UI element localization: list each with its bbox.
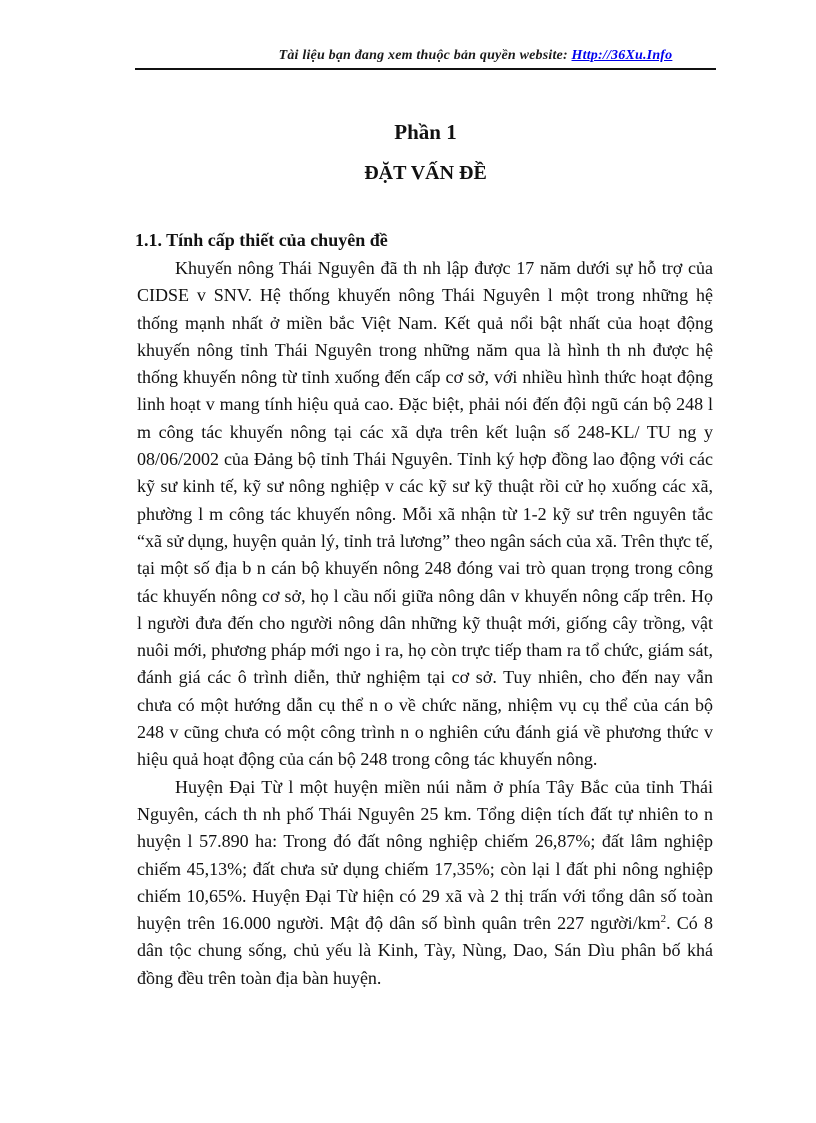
header-notice-text: Tài liệu bạn đang xem thuộc bản quyền website: bbox=[278, 48, 572, 63]
header-divider bbox=[135, 68, 716, 70]
superscript: 2 bbox=[660, 913, 667, 926]
paragraph: Khuyến nông Thái Nguyên đã th nh lập được 17 năm dưới sự hỗ trợ của CIDSE v SNV. Hệ thống khuyến nông Thái Nguyên l một trong những hệ thống mạnh nhất ở miền bắc Việt Nam. Kết quả nổi bật nhất của hoạt động khuyến nông tỉnh Thái Nguyên trong những năm qua là hình th nh được hệ thống khuyến nông từ tỉnh xuống đến cấp cơ sở, với nhiều hình thức hoạt động linh hoạt v mang tính hiệu quả cao. Đặc biệt, phải nói đến đội ngũ cán bộ 248 l m công tác khuyến nông tại các xã dựa trên kết luận số 248-KL/ TU ng y 08/06/2002 của Đảng bộ tỉnh Thái Nguyên. Tỉnh ký hợp đồng lao động với các kỹ sư kinh tế, kỹ sư nông nghiệp v các kỹ sư kỹ thuật rồi cử họ xuống các xã, phường l m công tác khuyến nông. Mỗi xã nhận từ 1-2 kỹ sư trên nguyên tắc “xã sử dụng, huyện quản lý, tỉnh trả lương” theo ngân sách của xã. Trên thực tế, tại một số địa b n cán bộ khuyến nông 248 đóng vai trò quan trọng trong công tác khuyến nông cơ sở, họ l cầu nối giữa nông dân v khuyến nông cấp trên. Họ l người đưa đến cho người nông dân những kỹ thuật mới, giống cây trồng, vật nuôi mới, phương pháp mới ngo i ra, họ còn trực tiếp tham ra tổ chức, giám sát, đánh giá các ô trình diễn, thử nghiệm tại cơ sở. Tuy nhiên, cho đến nay vẫn chưa có một hướng dẫn cụ thể n o về chức năng, nhiệm vụ cụ thể của cán bộ 248 v cũng chưa có một công trình n o nghiên cứu đánh giá về phương thức v hiệu quả hoạt động của cán bộ 248 trong công tác khuyến nông. bbox=[137, 258, 713, 770]
part-title: Phần 1 bbox=[394, 120, 457, 144]
page-header bbox=[135, 48, 816, 64]
paragraph bbox=[137, 774, 713, 992]
section-heading: 1.1. Tính cấp thiết của chuyên đề bbox=[135, 230, 388, 250]
paragraph-text-tail: . Có 8 dân tộc chung sống, chủ yếu là Kinh, Tày, Nùng, Dao, Sán Dìu phân bố khá đồng đều trên toàn địa bàn huyện. bbox=[137, 913, 713, 988]
website-link[interactable]: Http://36Xu.Info bbox=[571, 48, 673, 63]
paragraph-text: Huyện Đại Từ l một huyện miền núi nằm ở phía Tây Bắc của tỉnh Thái Nguyên, cách th nh phố Thái Nguyên 25 km. Tổng diện tích đất tự nhiên to n huyện l 57.890 ha: Trong đó đất nông nghiệp chiếm 26,87%; đất lâm nghiệp chiếm 45,13%; đất chưa sử dụng chiếm 17,35%; còn lại l đất phi nông nghiệp chiếm 10,65%. Huyện Đại Từ hiện có 29 xã và 2 thị trấn với tổng dân số toàn huyện trên 16.000 người. Mật độ dân số bình quân trên 227 người/km bbox=[137, 776, 713, 934]
document-body bbox=[137, 255, 713, 992]
chapter-title: ĐẶT VẤN ĐỀ bbox=[364, 162, 487, 184]
